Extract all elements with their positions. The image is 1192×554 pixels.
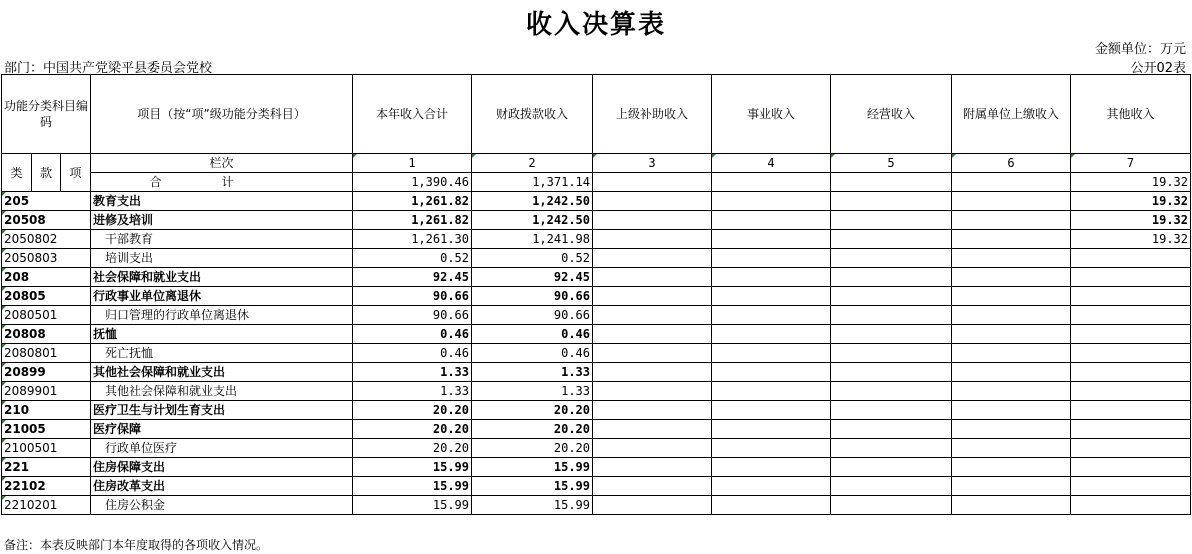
row-superior [593, 401, 712, 420]
form-number: 公开02表 [1130, 61, 1186, 76]
row-business [712, 496, 831, 515]
row-operation [831, 306, 952, 325]
row-item-name: 归口管理的行政单位离退休 [91, 306, 353, 325]
row-item-name: 进修及培训 [91, 211, 353, 230]
row-affiliated [952, 230, 1071, 249]
row-superior [593, 287, 712, 306]
row-total: 0.52 [353, 249, 472, 268]
row-fiscal: 1,241.98 [472, 230, 593, 249]
table-row [2, 192, 1191, 211]
row-affiliated [952, 439, 1071, 458]
row-operation [831, 192, 952, 211]
unit-label: 金额单位：万元 [1094, 42, 1186, 57]
row-business [712, 344, 831, 363]
row-superior [593, 344, 712, 363]
row-code: 22102 [2, 477, 91, 496]
row-affiliated [952, 458, 1071, 477]
row-total: 90.66 [353, 287, 472, 306]
row-other: 19.32 [1071, 211, 1191, 230]
col-no-6: 6 [952, 154, 1071, 173]
row-other [1071, 268, 1191, 287]
header-other: 其他收入 [1071, 75, 1191, 154]
row-item-name: 其他社会保障和就业支出 [91, 363, 353, 382]
row-superior [593, 420, 712, 439]
header-superior: 上级补助收入 [593, 75, 712, 154]
row-item-name: 住房保障支出 [91, 458, 353, 477]
row-affiliated [952, 363, 1071, 382]
table-row [2, 268, 1191, 287]
row-superior [593, 306, 712, 325]
col-no-7: 7 [1071, 154, 1191, 173]
row-code: 21005 [2, 420, 91, 439]
row-fiscal: 1.33 [472, 363, 593, 382]
row-fiscal: 1,242.50 [472, 192, 593, 211]
row-fiscal: 90.66 [472, 287, 593, 306]
row-operation [831, 439, 952, 458]
row-item-name: 干部教育 [91, 230, 353, 249]
header-kuan: 款 [32, 154, 61, 192]
row-total: 15.99 [353, 496, 472, 515]
row-superior [593, 458, 712, 477]
row-code: 2089901 [2, 382, 91, 401]
row-operation [831, 211, 952, 230]
row-code: 2080801 [2, 344, 91, 363]
row-affiliated [952, 344, 1071, 363]
row-affiliated [952, 249, 1071, 268]
row-code: 210 [2, 401, 91, 420]
total-row-affiliated [952, 173, 1071, 192]
total-row-superior [593, 173, 712, 192]
header-func-code: 功能分类科目编码 [2, 75, 91, 154]
row-operation [831, 344, 952, 363]
row-operation [831, 496, 952, 515]
row-item-name: 抚恤 [91, 325, 353, 344]
row-code: 221 [2, 458, 91, 477]
col-no-3: 3 [593, 154, 712, 173]
row-total: 1.33 [353, 382, 472, 401]
row-affiliated [952, 325, 1071, 344]
row-affiliated [952, 268, 1071, 287]
header-fiscal: 财政拨款收入 [472, 75, 593, 154]
row-fiscal: 0.52 [472, 249, 593, 268]
page-title: 收入决算表 [525, 10, 666, 40]
row-business [712, 401, 831, 420]
row-code: 2100501 [2, 439, 91, 458]
row-fiscal: 0.46 [472, 344, 593, 363]
row-superior [593, 382, 712, 401]
row-affiliated [952, 211, 1071, 230]
row-item-name: 医疗保障 [91, 420, 353, 439]
row-operation [831, 325, 952, 344]
row-operation [831, 382, 952, 401]
row-code: 205 [2, 192, 91, 211]
row-code: 2050803 [2, 249, 91, 268]
row-operation [831, 401, 952, 420]
header-affiliated: 附属单位上缴收入 [952, 75, 1071, 154]
row-other [1071, 382, 1191, 401]
row-affiliated [952, 496, 1071, 515]
row-fiscal: 20.20 [472, 439, 593, 458]
table-row [2, 458, 1191, 477]
table-row [2, 344, 1191, 363]
row-superior [593, 249, 712, 268]
row-fiscal: 20.20 [472, 420, 593, 439]
header-business: 事业收入 [712, 75, 831, 154]
row-other [1071, 363, 1191, 382]
table-row [2, 420, 1191, 439]
row-total: 20.20 [353, 439, 472, 458]
row-code: 20805 [2, 287, 91, 306]
row-operation [831, 420, 952, 439]
row-fiscal: 15.99 [472, 496, 593, 515]
total-row-business [712, 173, 831, 192]
table-row [2, 496, 1191, 515]
table-row [2, 401, 1191, 420]
row-item-name: 医疗卫生与计划生育支出 [91, 401, 353, 420]
row-superior [593, 363, 712, 382]
row-code: 20508 [2, 211, 91, 230]
col-no-2: 2 [472, 154, 593, 173]
row-item-name: 住房公积金 [91, 496, 353, 515]
row-total: 15.99 [353, 458, 472, 477]
row-affiliated [952, 420, 1071, 439]
col-no-5: 5 [831, 154, 952, 173]
row-operation [831, 287, 952, 306]
row-fiscal: 1.33 [472, 382, 593, 401]
row-item-name: 行政事业单位离退休 [91, 287, 353, 306]
row-affiliated [952, 287, 1071, 306]
income-table [1, 74, 1191, 515]
row-business [712, 363, 831, 382]
row-item-name: 教育支出 [91, 192, 353, 211]
table-row [2, 439, 1191, 458]
row-fiscal: 1,242.50 [472, 211, 593, 230]
row-business [712, 230, 831, 249]
row-item-name: 行政单位医疗 [91, 439, 353, 458]
row-other [1071, 458, 1191, 477]
footnote: 备注：本表反映部门本年度取得的各项收入情况。 [4, 538, 269, 552]
header-operation: 经营收入 [831, 75, 952, 154]
row-operation [831, 363, 952, 382]
row-item-name: 社会保障和就业支出 [91, 268, 353, 287]
col-no-1: 1 [353, 154, 472, 173]
row-total: 1,261.82 [353, 192, 472, 211]
row-other [1071, 401, 1191, 420]
row-total: 20.20 [353, 401, 472, 420]
row-item-name: 其他社会保障和就业支出 [91, 382, 353, 401]
table-row [2, 325, 1191, 344]
row-superior [593, 439, 712, 458]
row-superior [593, 192, 712, 211]
row-superior [593, 496, 712, 515]
table-row [2, 230, 1191, 249]
row-other [1071, 344, 1191, 363]
row-business [712, 306, 831, 325]
row-affiliated [952, 477, 1071, 496]
row-operation [831, 230, 952, 249]
row-fiscal: 15.99 [472, 458, 593, 477]
row-business [712, 439, 831, 458]
row-operation [831, 458, 952, 477]
row-total: 20.20 [353, 420, 472, 439]
row-code: 20808 [2, 325, 91, 344]
row-superior [593, 268, 712, 287]
row-affiliated [952, 382, 1071, 401]
row-total: 15.99 [353, 477, 472, 496]
table-row [2, 363, 1191, 382]
header-total: 本年收入合计 [353, 75, 472, 154]
department-label: 部门：中国共产党梁平县委员会党校 [4, 61, 213, 76]
table-row [2, 306, 1191, 325]
row-business [712, 287, 831, 306]
row-other [1071, 477, 1191, 496]
row-total: 1.33 [353, 363, 472, 382]
row-fiscal: 92.45 [472, 268, 593, 287]
row-code: 20899 [2, 363, 91, 382]
row-total: 0.46 [353, 325, 472, 344]
row-total: 1,261.82 [353, 211, 472, 230]
row-total: 90.66 [353, 306, 472, 325]
total-row-operation [831, 173, 952, 192]
total-row-total: 1,390.46 [353, 173, 472, 192]
total-row-fiscal: 1,371.14 [472, 173, 593, 192]
row-affiliated [952, 192, 1071, 211]
row-superior [593, 211, 712, 230]
row-other [1071, 306, 1191, 325]
col-no-4: 4 [712, 154, 831, 173]
row-total: 0.46 [353, 344, 472, 363]
row-fiscal: 0.46 [472, 325, 593, 344]
row-item-name: 培训支出 [91, 249, 353, 268]
table-row [2, 382, 1191, 401]
row-superior [593, 230, 712, 249]
row-other [1071, 249, 1191, 268]
row-operation [831, 249, 952, 268]
row-business [712, 325, 831, 344]
row-fiscal: 90.66 [472, 306, 593, 325]
header-item: 项目（按“项”级功能分类科目） [91, 75, 353, 154]
row-business [712, 211, 831, 230]
table-row [2, 211, 1191, 230]
row-business [712, 249, 831, 268]
row-total: 1,261.30 [353, 230, 472, 249]
row-item-name: 住房改革支出 [91, 477, 353, 496]
row-other [1071, 496, 1191, 515]
row-business [712, 458, 831, 477]
table-row [2, 287, 1191, 306]
table-row [2, 477, 1191, 496]
row-business [712, 268, 831, 287]
row-business [712, 420, 831, 439]
row-other [1071, 420, 1191, 439]
row-code: 2080501 [2, 306, 91, 325]
row-other [1071, 287, 1191, 306]
row-other: 19.32 [1071, 192, 1191, 211]
row-business [712, 382, 831, 401]
row-business [712, 192, 831, 211]
row-operation [831, 477, 952, 496]
row-other: 19.32 [1071, 230, 1191, 249]
row-affiliated [952, 306, 1071, 325]
row-operation [831, 268, 952, 287]
row-fiscal: 20.20 [472, 401, 593, 420]
row-other [1071, 325, 1191, 344]
row-other [1071, 439, 1191, 458]
row-total: 92.45 [353, 268, 472, 287]
row-item-name: 死亡抚恤 [91, 344, 353, 363]
row-affiliated [952, 401, 1071, 420]
row-code: 2050802 [2, 230, 91, 249]
total-row-label: 合计 [91, 173, 353, 192]
header-lei: 类 [2, 154, 32, 192]
header-xiang: 项 [61, 154, 91, 192]
row-superior [593, 325, 712, 344]
table-row [2, 249, 1191, 268]
table-body [2, 192, 1191, 515]
row-code: 2210201 [2, 496, 91, 515]
header-column-no: 栏次 [91, 154, 353, 173]
row-code: 208 [2, 268, 91, 287]
row-superior [593, 477, 712, 496]
row-fiscal: 15.99 [472, 477, 593, 496]
total-row-other: 19.32 [1071, 173, 1191, 192]
row-business [712, 477, 831, 496]
